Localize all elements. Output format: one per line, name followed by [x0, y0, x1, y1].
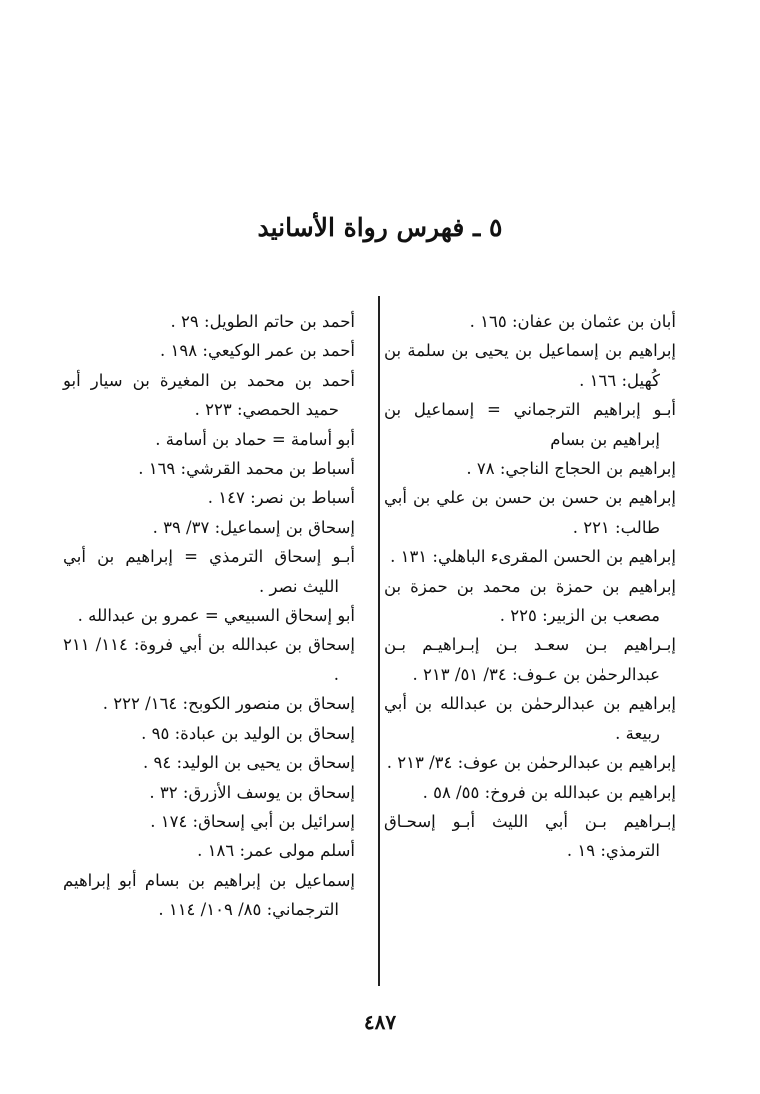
index-entry: أحمد بن حاتم الطويل: ٢٩ . — [170, 312, 355, 331]
index-entry: أبـو إبراهيم الترجماني = إسماعيل بن إبراهيم بن بسام — [384, 400, 676, 449]
index-entry: إبراهيم بن حسن بن حسن بن علي بن أبي طالب: ٢٢١ . — [384, 488, 676, 537]
index-entry: إبراهيم بن عبدالرحمٰن بن عبدالله بن أبي ربيعة . — [384, 694, 676, 743]
index-entry: إسحاق بن الوليد بن عبادة: ٩٥ . — [141, 723, 355, 743]
index-entry: إبراهيم بن عبدالله بن فروخ: ٥٥/ ٥٨ . — [422, 782, 676, 802]
page-title: ٥ ـ فهرس رواة الأسانيد — [257, 213, 503, 242]
index-entry: أبو أسامة = حماد بن أسامة . — [155, 429, 355, 449]
index-entry: إسحاق بن إسماعيل: ٣٧/ ٣٩ . — [152, 517, 355, 537]
column-divider — [378, 296, 380, 986]
index-entry: أحمد بن عمر الوكيعي: ١٩٨ . — [160, 341, 355, 361]
page-number: ٤٨٧ — [363, 1010, 397, 1034]
index-entry: أبـو إسحاق الترمذي = إبراهيم بن أبي الليث نصر . — [63, 547, 355, 596]
index-entry: إبـراهيم بـن سعـد بـن إبـراهيـم بـن عبدالرحمٰن بن عـوف: ٣٤/ ٥١/ ٢١٣ . — [384, 635, 676, 684]
index-entry: أسباط بن محمد القرشي: ١٦٩ . — [138, 459, 355, 479]
index-entry: إبـراهيم بـن أبي الليث أبـو إسحـاق الترمذي: ١٩ . — [384, 811, 676, 861]
index-entry: أبان بن عثمان بن عفان: ١٦٥ . — [469, 312, 676, 331]
index-entry: إسرائيل بن أبي إسحاق: ١٧٤ . — [150, 811, 355, 831]
index-entry: إسحاق بن منصور الكوبح: ١٦٤/ ٢٢٢ . — [102, 694, 355, 714]
index-entry: إبراهيم بن إسماعيل بن يحيى بن سلمة بن كُهيل: ١٦٦ . — [384, 341, 676, 390]
index-entry: إبراهيم بن الحجاج الناجي: ٧٨ . — [466, 459, 676, 479]
index-entry: أسباط بن نصر: ١٤٧ . — [207, 488, 355, 508]
index-entry: أحمد بن محمد بن المغيرة بن سيار أبو حميد الحمصي: ٢٢٣ . — [63, 370, 355, 420]
index-entry: إبراهيم بن الحسن المقرىء الباهلي: ١٣١ . — [390, 547, 676, 567]
index-entry: إسحاق بن عبدالله بن أبي فروة: ١١٤/ ٢١١ . — [63, 635, 355, 684]
index-column-left — [63, 307, 355, 925]
index-entry: إسماعيل بن إبراهيم بن بسام أبو إبراهيم الترجماني: ٨٥/ ١٠٩/ ١١٤ . — [63, 870, 355, 920]
index-entry: إبراهيم بن عبدالرحمٰن بن عوف: ٣٤/ ٢١٣ . — [386, 753, 676, 773]
index-entry: إسحاق بن يحيى بن الوليد: ٩٤ . — [143, 753, 355, 773]
index-entry: أسلم مولى عمر: ١٨٦ . — [197, 841, 355, 861]
index-entry: إبراهيم بن حمزة بن محمد بن حمزة بن مصعب بن الزبير: ٢٢٥ . — [384, 576, 676, 626]
index-entry: إسحاق بن يوسف الأزرق: ٣٢ . — [149, 782, 355, 802]
index-entry: أبو إسحاق السبيعي = عمرو بن عبدالله . — [77, 606, 355, 626]
index-column-right — [384, 307, 676, 866]
